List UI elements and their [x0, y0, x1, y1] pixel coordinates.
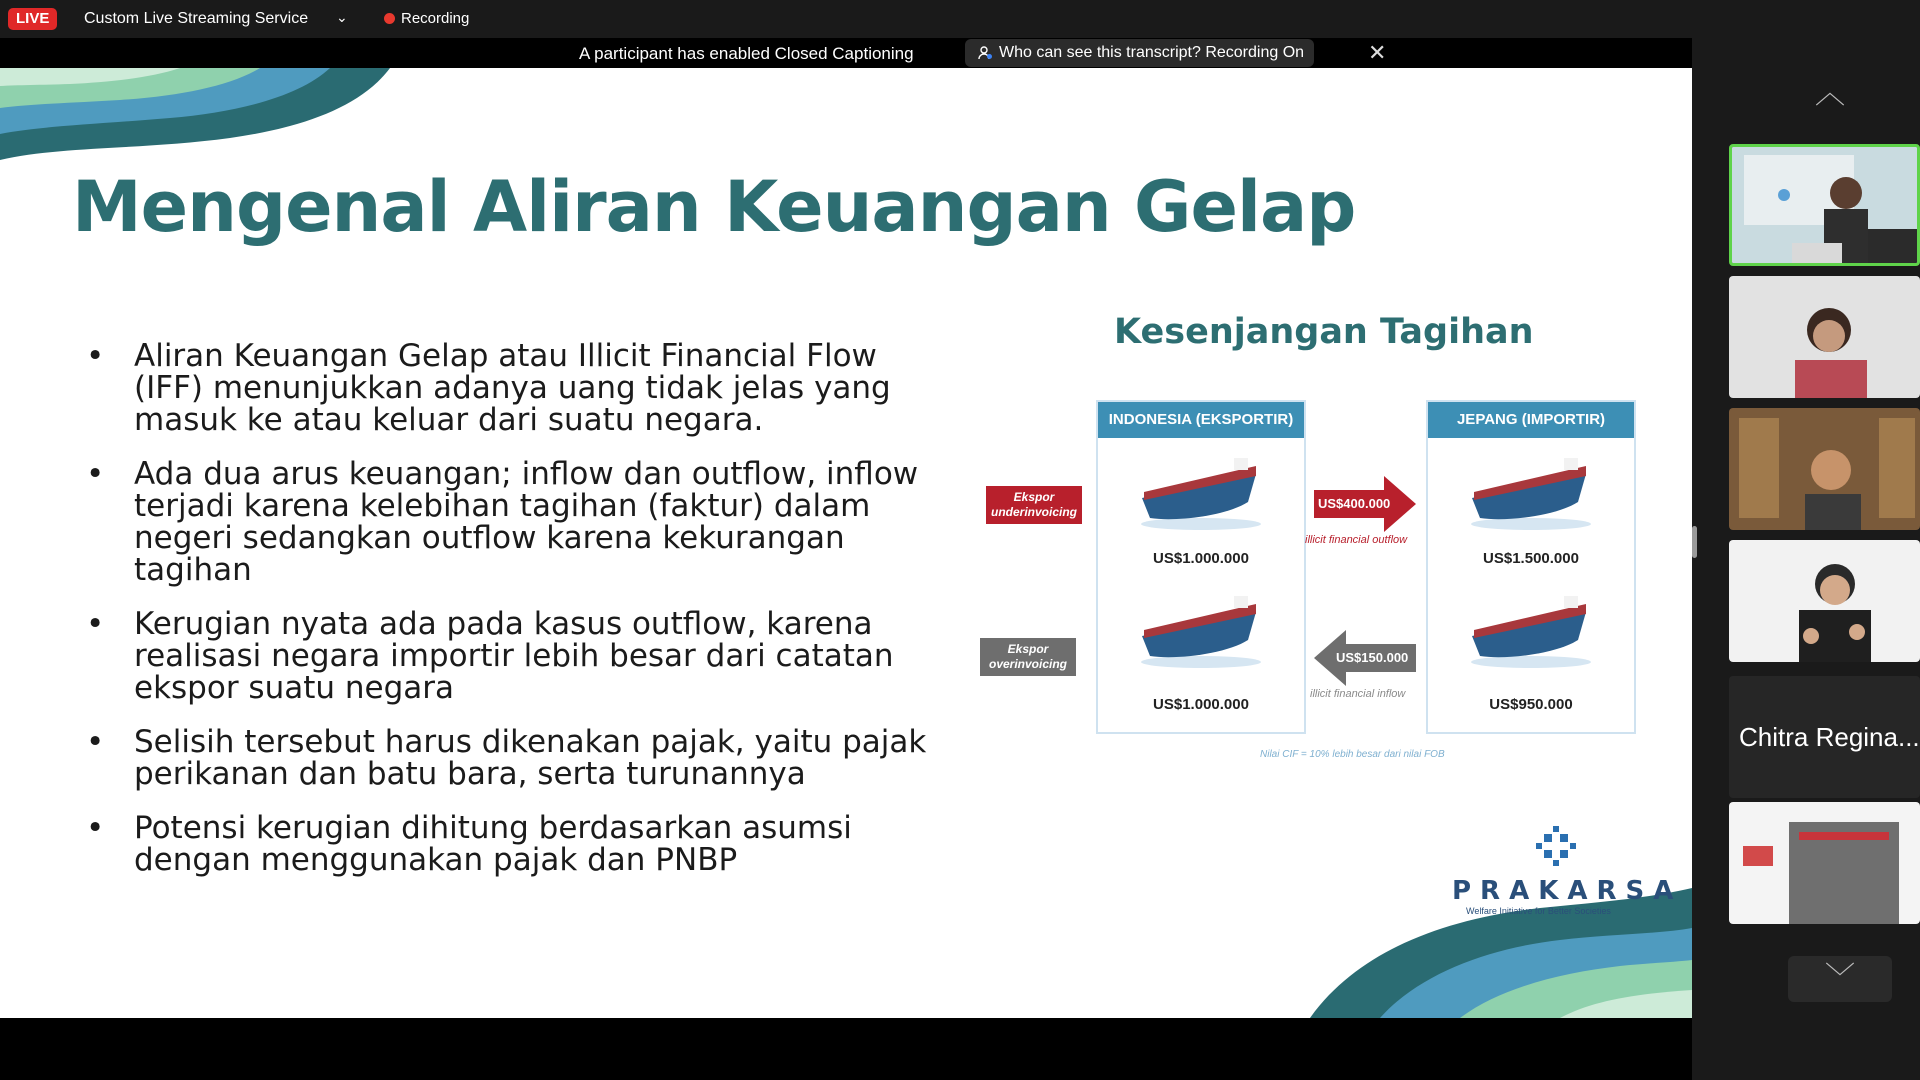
inflow-value: US$150.000 — [1336, 650, 1409, 665]
cif-note: Nilai CIF = 10% lebih besar dari nilai FOB — [1260, 749, 1445, 760]
stream-service-dropdown[interactable]: Custom Live Streaming Service — [84, 10, 309, 27]
recording-indicator[interactable]: Recording — [401, 10, 470, 27]
transcript-visibility-button[interactable] — [965, 39, 1314, 67]
importer-bottom-amount: US$950.000 — [1489, 696, 1573, 713]
video-feed — [1729, 408, 1920, 530]
diagram-title: Kesenjangan Tagihan — [1114, 312, 1534, 352]
caption-notification-bar — [0, 38, 1692, 68]
participant-name-tile[interactable] — [1729, 676, 1920, 798]
prakarsa-wordmark: PRAKARSA — [1452, 876, 1683, 906]
outflow-note: illicit financial outflow — [1305, 534, 1408, 546]
overinvoicing-tag: Ekspor overinvoicing — [980, 638, 1076, 676]
ship-icon — [1466, 454, 1596, 534]
importer-top-amount: US$1.500.000 — [1483, 550, 1579, 567]
bottom-bar — [0, 1018, 1692, 1080]
slide-title: Mengenal Aliran Keuangan Gelap — [72, 166, 1356, 248]
person-icon — [977, 45, 993, 61]
video-feed — [1729, 540, 1920, 662]
participant-video-tile[interactable] — [1729, 144, 1920, 266]
exporter-header: INDONESIA (EKSPORTIR) — [1098, 402, 1304, 438]
recording-dot-icon — [384, 13, 395, 24]
ship-icon — [1466, 592, 1596, 672]
transcript-visibility-label: Who can see this transcript? Recording On — [999, 44, 1305, 61]
close-icon[interactable]: ✕ — [1368, 40, 1387, 65]
top-bar — [0, 0, 1692, 38]
participant-video-tile[interactable] — [1729, 408, 1920, 530]
prakarsa-logo-icon — [1534, 824, 1578, 868]
bullet-item: • Ada dua arus keuangan; inflow dan outflow, inflow terjadi karena kelebihan tagihan (faktur) dalam negeri sedangkan outflow karena kekurangan tagihan — [86, 458, 946, 586]
prakarsa-tagline: Welfare Initiative for Better Societies — [1466, 906, 1611, 916]
bullet-item: • Kerugian nyata ada pada kasus outflow, karena realisasi negara importir lebih besar dari catatan ekspor suatu negara — [86, 608, 946, 704]
shared-slide — [0, 68, 1692, 1018]
importer-column — [1426, 400, 1636, 734]
participant-video-tile[interactable] — [1729, 802, 1920, 924]
participant-name: Chitra Regina... — [1729, 676, 1920, 798]
video-feed — [1729, 802, 1920, 924]
chevron-down-icon[interactable]: ⌄ — [336, 9, 348, 25]
participant-gallery — [1692, 0, 1920, 1080]
underinvoicing-tag: Ekspor underinvoicing — [986, 486, 1082, 524]
ship-icon — [1136, 592, 1266, 672]
exporter-bottom-amount: US$1.000.000 — [1153, 696, 1249, 713]
video-feed — [1729, 276, 1920, 398]
chevron-down-icon[interactable]: ﹀ — [1788, 956, 1892, 1002]
participant-video-tile[interactable] — [1729, 540, 1920, 662]
gallery-resize-handle[interactable] — [1692, 526, 1697, 558]
exporter-top-amount: US$1.000.000 — [1153, 550, 1249, 567]
inflow-note: illicit financial inflow — [1310, 688, 1406, 700]
bullet-item: • Aliran Keuangan Gelap atau Illicit Financial Flow (IFF) menunjukkan adanya uang tidak jelas yang masuk ke atau keluar dari suatu negara. — [86, 340, 946, 436]
caption-notice: A participant has enabled Closed Captioning — [579, 44, 914, 63]
participant-video-tile[interactable] — [1729, 276, 1920, 398]
video-feed — [1732, 147, 1920, 266]
ship-icon — [1136, 454, 1266, 534]
bullet-item: • Selisih tersebut harus dikenakan pajak, yaitu pajak perikanan dan batu bara, serta turunannya — [86, 726, 946, 790]
importer-header: JEPANG (IMPORTIR) — [1428, 402, 1634, 438]
exporter-column — [1096, 400, 1306, 734]
bullet-item: • Potensi kerugian dihitung berdasarkan asumsi dengan menggunakan pajak dan PNBP — [86, 812, 946, 876]
live-badge[interactable]: LIVE — [8, 8, 57, 30]
chevron-up-icon[interactable]: ︿ — [1815, 77, 1845, 110]
outflow-value: US$400.000 — [1318, 496, 1391, 511]
bullet-list — [86, 340, 946, 898]
